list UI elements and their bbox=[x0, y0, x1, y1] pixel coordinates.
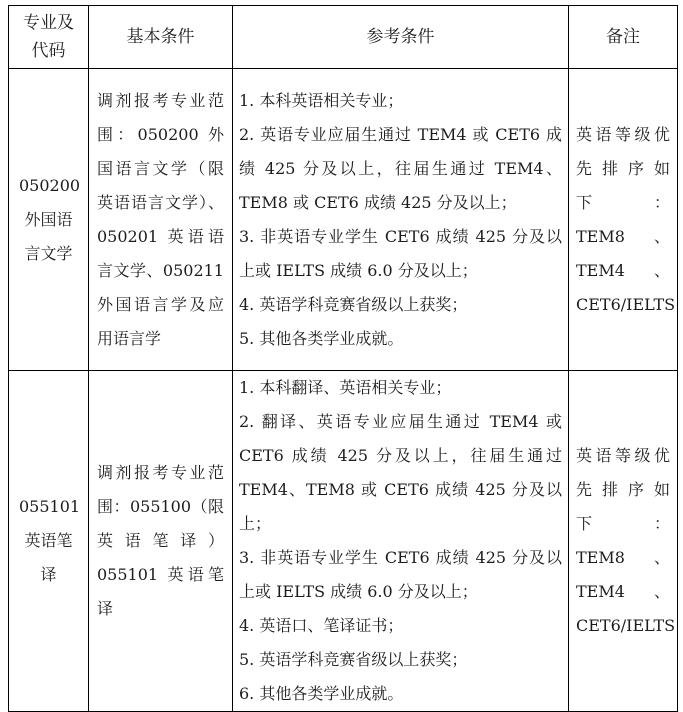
reference-item: 3. 非英语专业学生 CET6 成绩 425 分及以上或 IELTS 成绩 6.0 分及以上； bbox=[239, 548, 562, 601]
reference-item: 3. 非英语专业学生 CET6 成绩 425 分及以上或 IELTS 成绩 6.0 分及以上； bbox=[239, 226, 562, 280]
col-header-major-code: 专业及代码 bbox=[9, 6, 89, 69]
cell-basic-conditions: 调剂报考专业范围：055100（限英语笔译）055101 英语笔译 bbox=[89, 371, 233, 712]
table-row-055101 bbox=[9, 371, 678, 712]
reference-item: 5. 英语学科竞赛省级以上获奖； bbox=[239, 650, 468, 669]
reference-item: 6. 其他各类学业成就。 bbox=[239, 684, 404, 703]
reference-item: 1. 本科翻译、英语相关专业； bbox=[239, 378, 452, 397]
col-header-reference-conditions: 参考条件 bbox=[233, 6, 569, 69]
reference-item: 1. 本科英语相关专业； bbox=[239, 90, 404, 110]
cell-major-code: 050200 外国语言文学 bbox=[9, 69, 89, 371]
cell-reference-conditions bbox=[233, 371, 569, 712]
cell-basic-conditions: 调剂报考专业范围：050200 外国语言文学（限英语语言文学）、050201 英语语言文学、050211 外国语言学及应用语言学 bbox=[89, 69, 233, 371]
table-row-050200 bbox=[9, 69, 678, 371]
col-header-basic-conditions: 基本条件 bbox=[89, 6, 233, 69]
reference-item: 5. 其他各类学业成就。 bbox=[239, 328, 404, 348]
cell-reference-conditions bbox=[233, 69, 569, 371]
cell-remarks: 英语等级优先排序如下：TEM8、TEM4、CET6/IELTS bbox=[569, 69, 678, 371]
reference-item: 2. 翻译、英语专业应届生通过 TEM4 或 CET6 成绩 425 分及以上，往届生通过 TEM4、TEM8 或 CET6 成绩 425 分及以上； bbox=[239, 412, 562, 533]
header-row bbox=[9, 6, 678, 69]
reference-item: 4. 英语学科竞赛省级以上获奖； bbox=[239, 294, 468, 314]
cell-major-code: 055101 英语笔译 bbox=[9, 371, 89, 712]
reference-item: 4. 英语口、笔译证书； bbox=[239, 616, 404, 635]
reference-item: 2. 英语专业应届生通过 TEM4 或 CET6 成绩 425 分及以上，往届生通过 TEM4、TEM8 或 CET6 成绩 425 分及以上； bbox=[239, 124, 562, 212]
col-header-remarks: 备注 bbox=[569, 6, 678, 69]
admission-conditions-table bbox=[8, 5, 678, 712]
cell-remarks: 英语等级优先排序如下：TEM8、TEM4、CET6/IELTS bbox=[569, 371, 678, 712]
